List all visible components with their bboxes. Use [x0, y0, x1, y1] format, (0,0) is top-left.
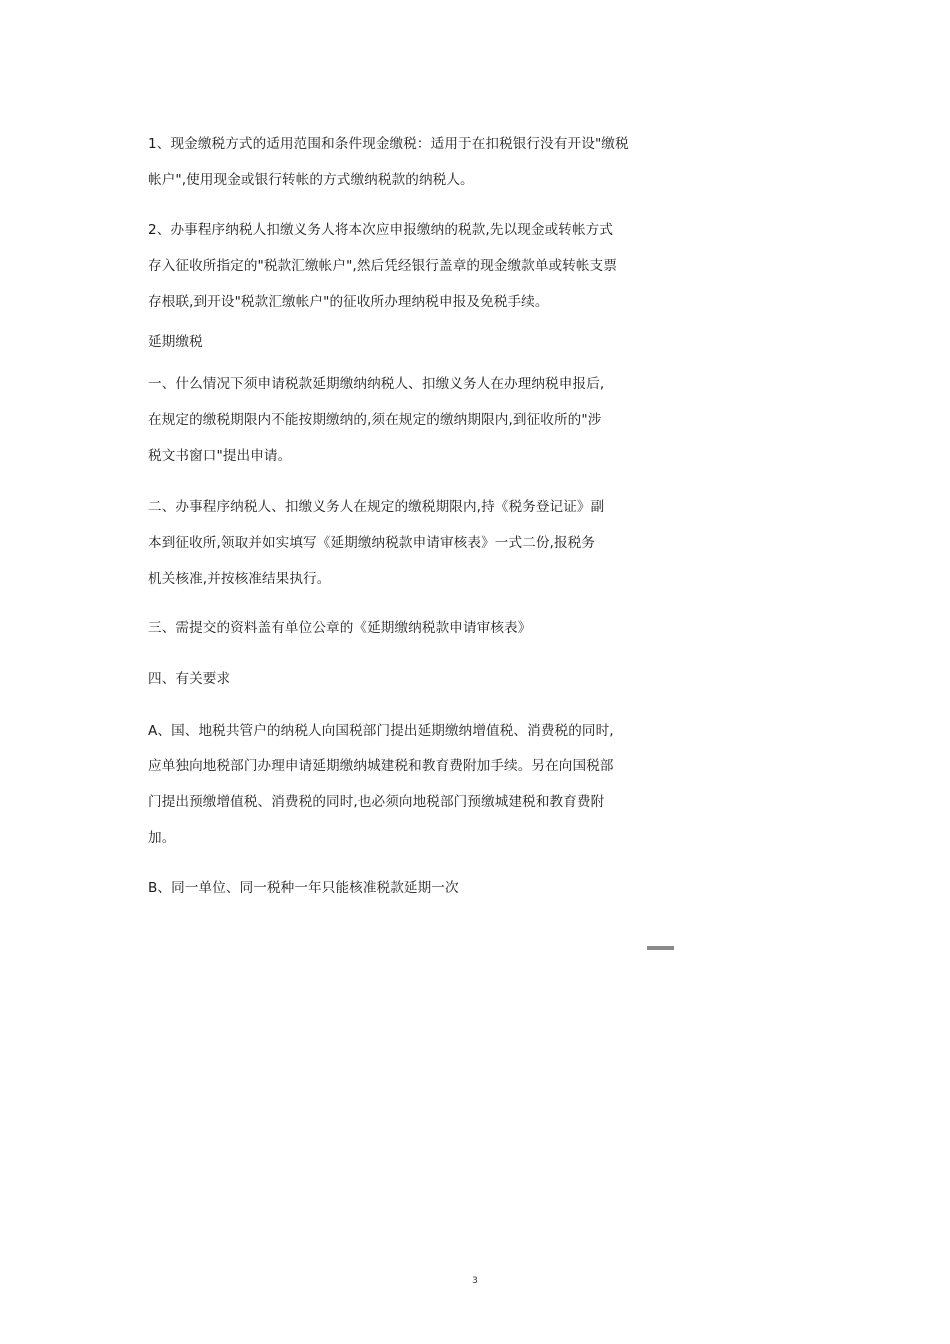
text-line: 税文书窗口"提出申请。 — [148, 448, 292, 464]
text-line: A、国、地税共管户的纳税人向国税部门提出延期缴纳增值税、消费税的同时, — [148, 723, 614, 739]
text-line: 在规定的缴税期限内不能按期缴纳的,须在规定的缴纳期限内,到征收所的"涉 — [148, 412, 602, 428]
text-line: 存根联,到开设"税款汇缴帐户"的征收所办理纳税申报及免税手续。 — [148, 294, 549, 310]
text-line: 应单独向地税部门办理申请延期缴纳城建税和教育费附加手续。另在向国税部 — [148, 758, 614, 774]
text-line: 帐户",使用现金或银行转帐的方式缴纳税款的纳税人。 — [148, 172, 474, 188]
page-number: 3 — [472, 1276, 478, 1286]
divider-mark — [647, 946, 674, 950]
text-line: 机关核准,并按核准结果执行。 — [148, 571, 331, 587]
text-line: 二、办事程序纳税人、扣缴义务人在规定的缴税期限内,持《税务登记证》副 — [148, 499, 605, 515]
text-line: 一、什么情况下须申请税款延期缴纳纳税人、扣缴义务人在办理纳税申报后, — [148, 376, 605, 392]
text-line: 本到征收所,领取并如实填写《延期缴纳税款申请审核表》一式二份,报税务 — [148, 535, 596, 551]
text-line: 1、现金缴税方式的适用范围和条件现金缴税：适用于在扣税银行没有开设"缴税 — [148, 136, 629, 152]
text-line: 四、有关要求 — [148, 671, 231, 687]
text-line: 加。 — [148, 830, 176, 846]
text-line: 2、办事程序纳税人扣缴义务人将本次应申报缴纳的税款,先以现金或转帐方式 — [148, 222, 614, 238]
text-line: B、同一单位、同一税种一年只能核准税款延期一次 — [148, 880, 459, 896]
text-line: 存入征收所指定的"税款汇缴帐户",然后凭经银行盖章的现金缴款单或转帐支票 — [148, 258, 618, 274]
section-heading: 延期缴税 — [148, 334, 203, 350]
text-line: 门提出预缴增值税、消费税的同时,也必须向地税部门预缴城建税和教育费附 — [148, 794, 605, 810]
text-line: 三、需提交的资料盖有单位公章的《延期缴纳税款申请审核表》 — [148, 620, 532, 636]
